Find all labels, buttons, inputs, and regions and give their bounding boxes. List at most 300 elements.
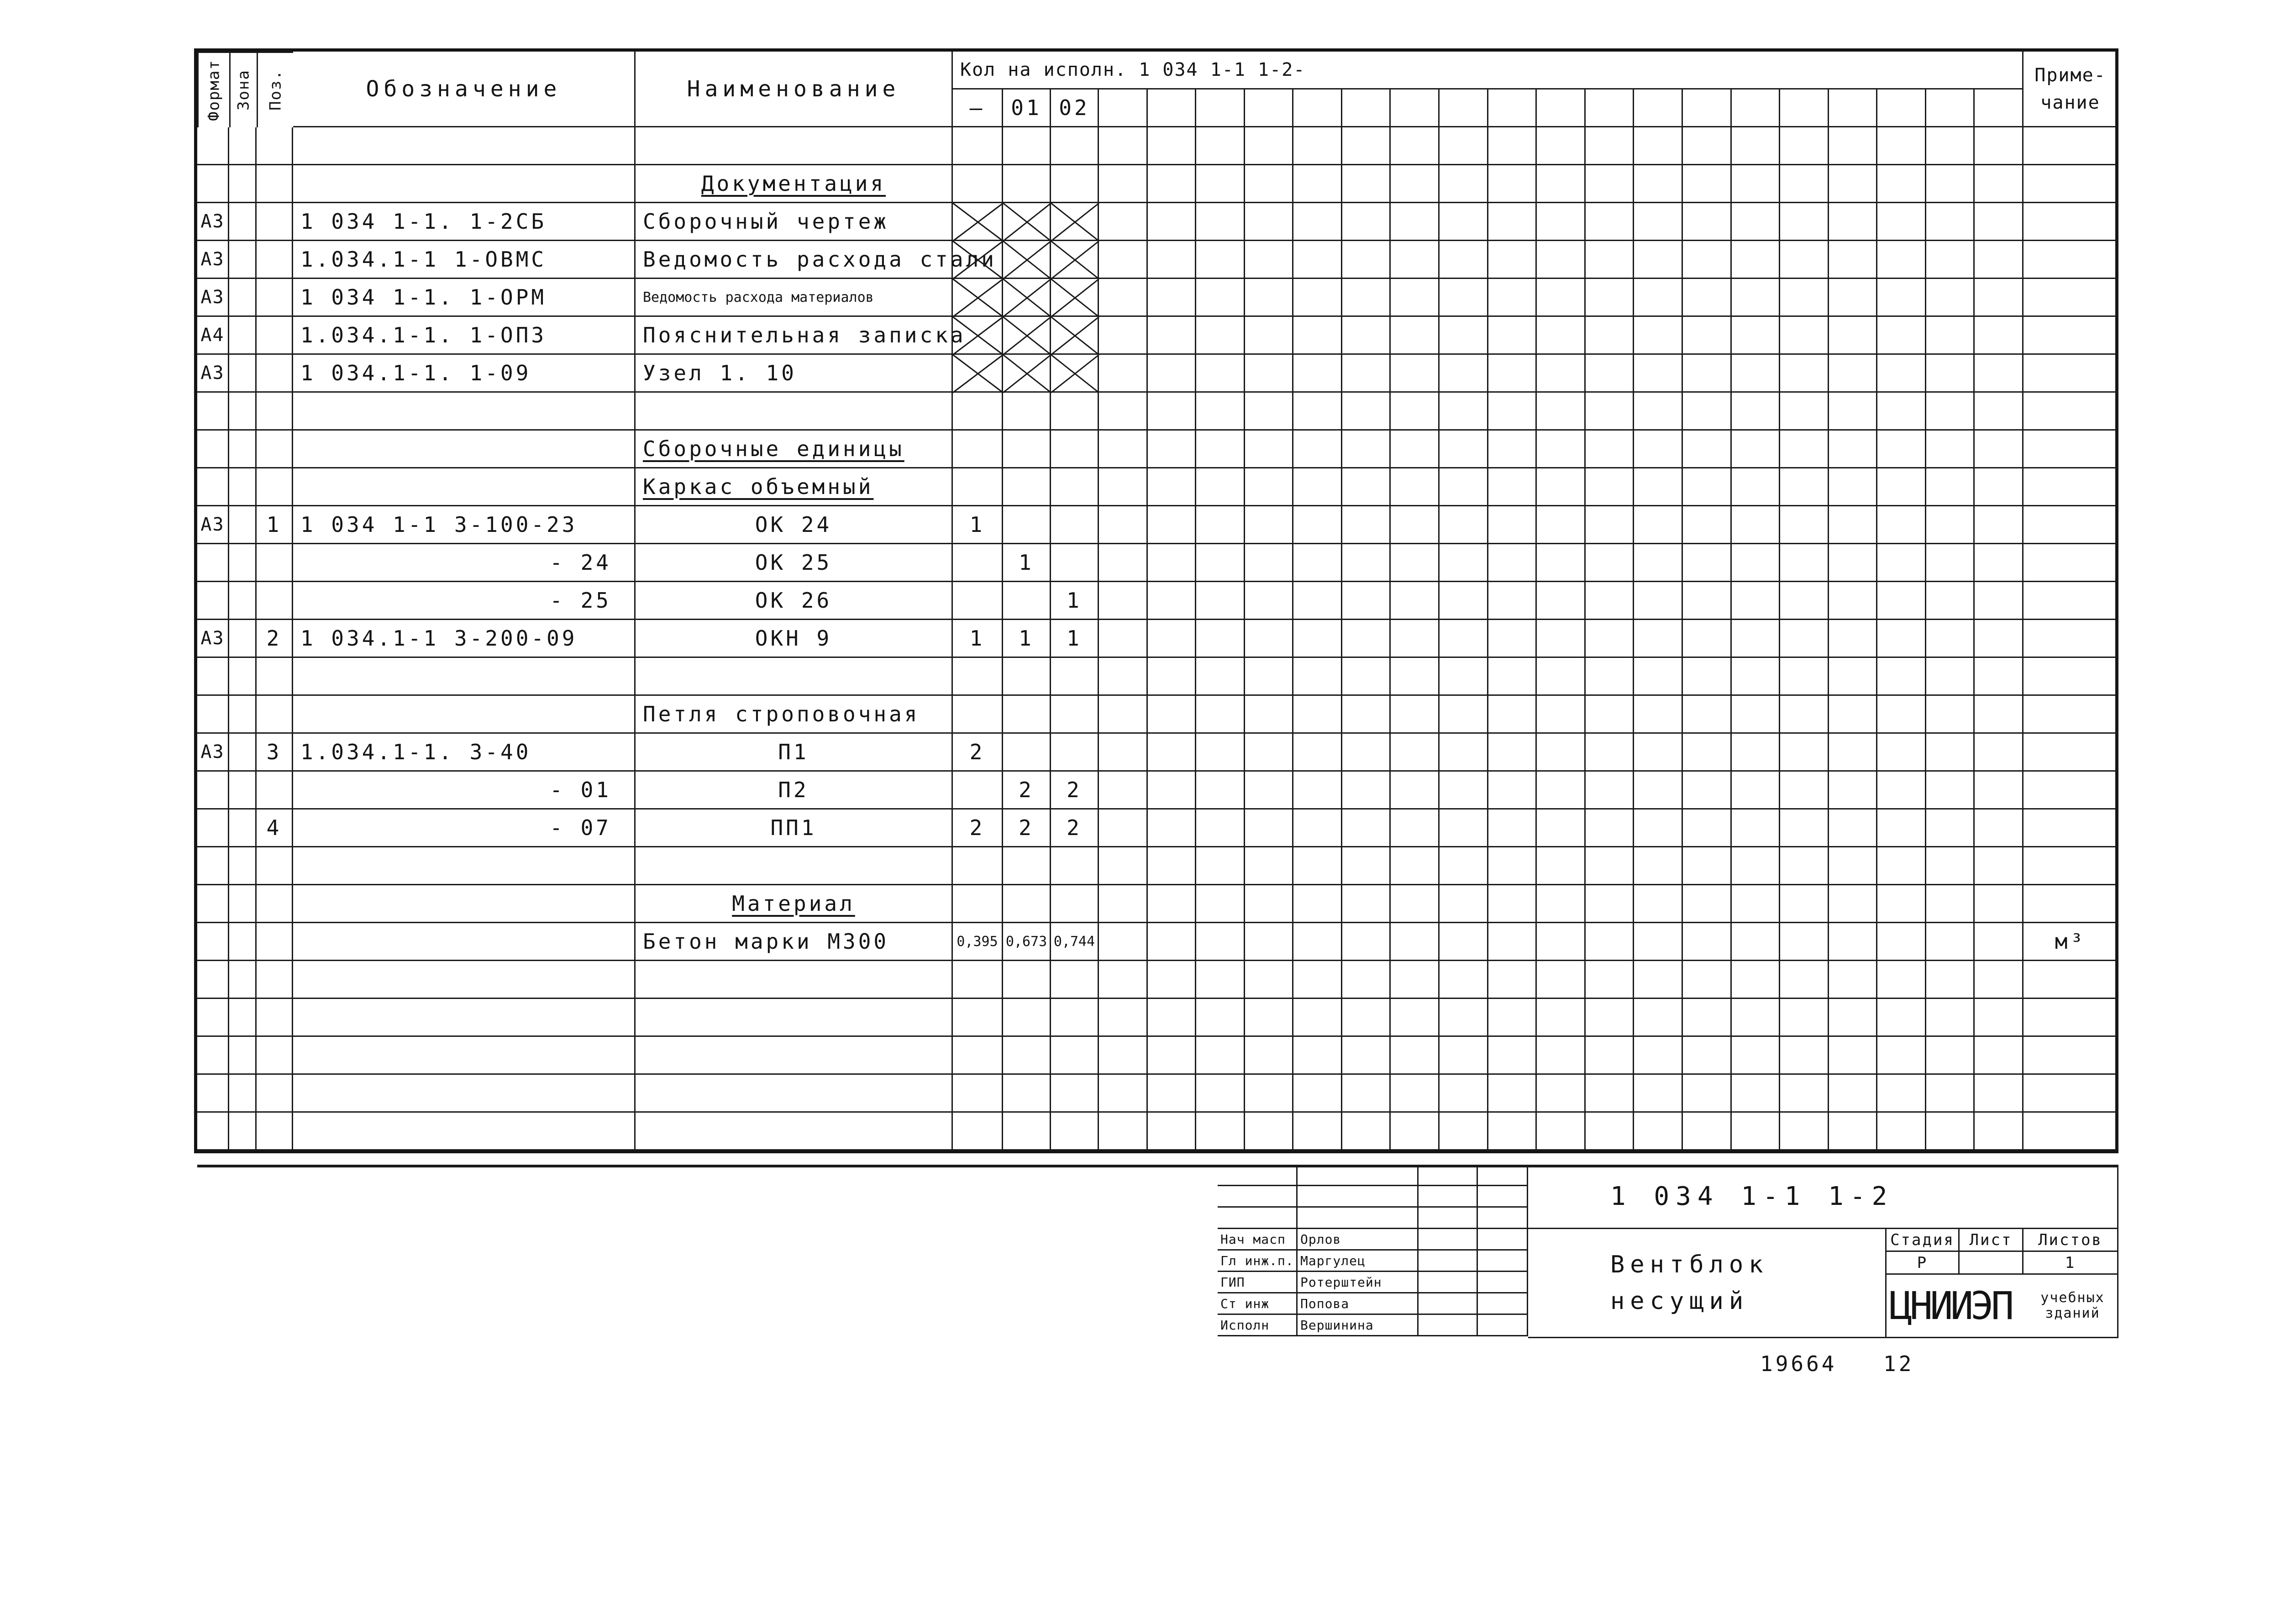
- row-grid-cell: [1829, 696, 1878, 734]
- row-name: Узел 1. 10: [636, 355, 953, 393]
- row-grid-cell: [1683, 279, 1732, 317]
- signature-sign: [1419, 1229, 1478, 1251]
- row-grid-cell: [1732, 317, 1781, 355]
- row-format: [197, 999, 229, 1037]
- row-grid-cell: [1488, 772, 1537, 809]
- drawing-code: 1 034 1-1 1-2: [1528, 1165, 2118, 1229]
- row-grid-cell: [1293, 847, 1342, 885]
- row-grid-cell: [1440, 317, 1488, 355]
- row-grid-cell: [1634, 317, 1683, 355]
- row-grid-cell: [1586, 658, 1635, 696]
- row-grid-cell: [1148, 203, 1197, 241]
- row-grid-cell: [1196, 696, 1245, 734]
- row-pos: [257, 468, 293, 506]
- row-qty-1: 2: [1003, 772, 1051, 809]
- signature-sign: [1419, 1251, 1478, 1272]
- row-grid-cell: [1099, 431, 1148, 468]
- row-grid-cell: [1877, 885, 1926, 923]
- row-qty-0: [953, 127, 1003, 165]
- row-note: [2023, 241, 2118, 279]
- row-grid-cell: [1391, 544, 1440, 582]
- row-grid-cell: [1877, 582, 1926, 620]
- row-grid-cell: [1342, 317, 1391, 355]
- header-grid-cell: [1537, 89, 1586, 127]
- signature-name: Маргулец: [1298, 1251, 1419, 1272]
- row-grid-cell: [1099, 658, 1148, 696]
- row-grid-cell: [1148, 847, 1197, 885]
- row-grid-cell: [1488, 923, 1537, 961]
- row-grid-cell: [1440, 241, 1488, 279]
- row-grid-cell: [1342, 582, 1391, 620]
- row-grid-cell: [1975, 165, 2023, 203]
- header-note: Приме- чание: [2023, 52, 2118, 127]
- row-grid-cell: [1537, 468, 1586, 506]
- row-grid-cell: [1342, 1075, 1391, 1113]
- row-designation: [293, 961, 636, 999]
- row-grid-cell: [1683, 506, 1732, 544]
- row-zone: [229, 544, 257, 582]
- row-grid-cell: [1293, 696, 1342, 734]
- row-grid-cell: [1634, 620, 1683, 658]
- row-grid-cell: [1683, 1037, 1732, 1075]
- row-grid-cell: [1537, 506, 1586, 544]
- row-grid-cell: [1391, 203, 1440, 241]
- row-pos: [257, 431, 293, 468]
- row-grid-cell: [1391, 165, 1440, 203]
- row-grid-cell: [1975, 506, 2023, 544]
- row-grid-cell: [1148, 544, 1197, 582]
- row-name: Каркас объемный: [636, 468, 953, 506]
- row-grid-cell: [1829, 961, 1878, 999]
- row-grid-cell: [1391, 772, 1440, 809]
- row-grid-cell: [1440, 544, 1488, 582]
- row-note: [2023, 885, 2118, 923]
- organization-subtitle: учебных зданий: [2028, 1275, 2118, 1338]
- row-grid-cell: [1440, 393, 1488, 431]
- row-grid-cell: [1975, 961, 2023, 999]
- row-grid-cell: [1926, 1037, 1975, 1075]
- signature-role: Нач масп: [1218, 1229, 1298, 1251]
- signature-sign: [1419, 1186, 1478, 1208]
- row-designation: [293, 165, 636, 203]
- row-grid-cell: [1780, 393, 1829, 431]
- row-grid-cell: [1196, 1113, 1245, 1151]
- row-qty-0: [953, 1075, 1003, 1113]
- row-designation: [293, 847, 636, 885]
- row-zone: [229, 999, 257, 1037]
- row-name: Материал: [636, 885, 953, 923]
- title-block-sheet_label: Лист: [1960, 1229, 2023, 1252]
- row-note: [2023, 468, 2118, 506]
- header-grid-cell: [1099, 89, 1148, 127]
- row-grid-cell: [1926, 355, 1975, 393]
- row-grid-cell: [1780, 127, 1829, 165]
- row-grid-cell: [1732, 203, 1781, 241]
- row-grid-cell: [1148, 165, 1197, 203]
- row-zone: [229, 355, 257, 393]
- row-grid-cell: [1877, 620, 1926, 658]
- header-grid-cell: [1975, 89, 2023, 127]
- row-name: ПП1: [636, 809, 953, 847]
- header-qty-title: Кол на исполн. 1 034 1-1 1-2-: [953, 52, 2023, 89]
- cross-mark: [1003, 317, 1051, 355]
- row-name: Сборочный чертеж: [636, 203, 953, 241]
- row-grid-cell: [1293, 809, 1342, 847]
- row-grid-cell: [1391, 1075, 1440, 1113]
- row-grid-cell: [1440, 468, 1488, 506]
- row-grid-cell: [1926, 734, 1975, 772]
- signature-name: [1298, 1186, 1419, 1208]
- row-grid-cell: [1586, 809, 1635, 847]
- row-name: [636, 847, 953, 885]
- row-grid-cell: [1099, 961, 1148, 999]
- row-note: м³: [2023, 923, 2118, 961]
- row-zone: [229, 582, 257, 620]
- row-qty-1: 1: [1003, 544, 1051, 582]
- title-block-stage: Р: [1887, 1252, 1960, 1275]
- row-grid-cell: [1926, 127, 1975, 165]
- row-grid-cell: [1683, 355, 1732, 393]
- row-grid-cell: [1732, 355, 1781, 393]
- row-grid-cell: [1099, 809, 1148, 847]
- row-grid-cell: [1148, 1037, 1197, 1075]
- row-grid-cell: [1148, 961, 1197, 999]
- row-grid-cell: [1634, 1037, 1683, 1075]
- row-grid-cell: [1586, 431, 1635, 468]
- row-grid-cell: [1877, 506, 1926, 544]
- row-grid-cell: [1196, 165, 1245, 203]
- row-grid-cell: [1780, 468, 1829, 506]
- row-designation: - 07: [293, 809, 636, 847]
- signature-name: Вершинина: [1298, 1315, 1419, 1336]
- row-grid-cell: [1099, 696, 1148, 734]
- row-grid-cell: [1488, 241, 1537, 279]
- row-note: [2023, 1075, 2118, 1113]
- row-grid-cell: [1293, 1113, 1342, 1151]
- signature-date: [1478, 1208, 1528, 1229]
- row-qty-0: 1: [953, 506, 1003, 544]
- row-grid-cell: [1196, 393, 1245, 431]
- header-designation: Обозначение: [293, 52, 636, 127]
- row-grid-cell: [1537, 847, 1586, 885]
- row-grid-cell: [1293, 544, 1342, 582]
- row-qty-0: [953, 772, 1003, 809]
- row-grid-cell: [1780, 923, 1829, 961]
- row-note: [2023, 355, 2118, 393]
- row-grid-cell: [1293, 582, 1342, 620]
- row-grid-cell: [1780, 961, 1829, 999]
- row-format: А3: [197, 203, 229, 241]
- row-qty-0: [953, 582, 1003, 620]
- row-designation: [293, 393, 636, 431]
- row-grid-cell: [1926, 847, 1975, 885]
- row-qty-1: [1003, 1037, 1051, 1075]
- row-grid-cell: [1877, 165, 1926, 203]
- row-pos: [257, 961, 293, 999]
- row-grid-cell: [1537, 885, 1586, 923]
- row-grid-cell: [1440, 923, 1488, 961]
- row-designation: 1.034.1-1. 1-ОПЗ: [293, 317, 636, 355]
- row-grid-cell: [1780, 696, 1829, 734]
- row-designation: [293, 1075, 636, 1113]
- row-pos: [257, 203, 293, 241]
- cross-mark: [953, 203, 1003, 241]
- row-grid-cell: [1440, 582, 1488, 620]
- row-zone: [229, 1037, 257, 1075]
- row-grid-cell: [1099, 582, 1148, 620]
- row-grid-cell: [1926, 279, 1975, 317]
- row-pos: 3: [257, 734, 293, 772]
- row-qty-2: 0,744: [1051, 923, 1099, 961]
- row-designation: [293, 658, 636, 696]
- row-grid-cell: [1732, 127, 1781, 165]
- row-grid-cell: [1975, 772, 2023, 809]
- row-grid-cell: [1099, 620, 1148, 658]
- row-format: [197, 658, 229, 696]
- row-grid-cell: [1537, 544, 1586, 582]
- row-grid-cell: [1148, 923, 1197, 961]
- row-zone: [229, 961, 257, 999]
- signature-sign: [1419, 1315, 1478, 1336]
- row-grid-cell: [1245, 279, 1294, 317]
- row-grid-cell: [1780, 847, 1829, 885]
- row-note: [2023, 506, 2118, 544]
- row-grid-cell: [1683, 393, 1732, 431]
- row-grid-cell: [1245, 317, 1294, 355]
- row-qty-2: [1051, 734, 1099, 772]
- row-qty-2: [1051, 885, 1099, 923]
- row-qty-1: 1: [1003, 620, 1051, 658]
- row-grid-cell: [1586, 127, 1635, 165]
- header-variant-1: 01: [1003, 89, 1051, 127]
- row-name: П1: [636, 734, 953, 772]
- cross-mark: [1003, 355, 1051, 393]
- row-pos: [257, 317, 293, 355]
- row-grid-cell: [1975, 999, 2023, 1037]
- row-grid-cell: [1099, 923, 1148, 961]
- cross-mark: [1003, 241, 1051, 279]
- row-grid-cell: [1488, 165, 1537, 203]
- row-designation: [293, 431, 636, 468]
- row-grid-cell: [1829, 582, 1878, 620]
- row-qty-1: [1003, 431, 1051, 468]
- row-grid-cell: [1634, 393, 1683, 431]
- row-grid-cell: [1829, 431, 1878, 468]
- row-grid-cell: [1634, 696, 1683, 734]
- title-block-sheets_label: Листов: [2023, 1229, 2118, 1252]
- row-grid-cell: [1683, 1113, 1732, 1151]
- row-note: [2023, 847, 2118, 885]
- header-grid-cell: [1780, 89, 1829, 127]
- row-qty-0: 1: [953, 620, 1003, 658]
- row-note: [2023, 317, 2118, 355]
- row-note: [2023, 544, 2118, 582]
- row-grid-cell: [1732, 658, 1781, 696]
- row-grid-cell: [1586, 1037, 1635, 1075]
- row-zone: [229, 127, 257, 165]
- row-grid-cell: [1877, 431, 1926, 468]
- row-grid-cell: [1488, 127, 1537, 165]
- row-designation: 1 034.1-1. 1-09: [293, 355, 636, 393]
- row-qty-0: [953, 999, 1003, 1037]
- row-grid-cell: [1586, 1075, 1635, 1113]
- row-name: ОК 25: [636, 544, 953, 582]
- row-designation: [293, 468, 636, 506]
- row-grid-cell: [1829, 241, 1878, 279]
- signature-sign: [1419, 1293, 1478, 1315]
- header-name: Наименование: [636, 52, 953, 127]
- row-grid-cell: [1829, 317, 1878, 355]
- signature-role: Гл инж.п.: [1218, 1251, 1298, 1272]
- row-grid-cell: [1829, 544, 1878, 582]
- row-note: [2023, 279, 2118, 317]
- row-grid-cell: [1488, 961, 1537, 999]
- row-pos: [257, 847, 293, 885]
- row-zone: [229, 1075, 257, 1113]
- row-grid-cell: [1537, 355, 1586, 393]
- row-format: [197, 885, 229, 923]
- row-grid-cell: [1293, 885, 1342, 923]
- row-qty-1: [1003, 961, 1051, 999]
- row-grid-cell: [1975, 544, 2023, 582]
- row-grid-cell: [1148, 506, 1197, 544]
- row-grid-cell: [1537, 999, 1586, 1037]
- row-qty-0: [953, 961, 1003, 999]
- row-grid-cell: [1877, 923, 1926, 961]
- row-grid-cell: [1245, 923, 1294, 961]
- row-grid-cell: [1245, 847, 1294, 885]
- row-grid-cell: [1440, 127, 1488, 165]
- row-zone: [229, 279, 257, 317]
- row-grid-cell: [1829, 809, 1878, 847]
- row-grid-cell: [1683, 658, 1732, 696]
- row-format: [197, 544, 229, 582]
- cross-mark: [1051, 203, 1099, 241]
- row-grid-cell: [1829, 885, 1878, 923]
- row-zone: [229, 658, 257, 696]
- row-grid-cell: [1440, 696, 1488, 734]
- row-qty-2: [1051, 127, 1099, 165]
- row-grid-cell: [1926, 582, 1975, 620]
- row-grid-cell: [1342, 127, 1391, 165]
- row-grid-cell: [1877, 734, 1926, 772]
- row-grid-cell: [1683, 165, 1732, 203]
- row-grid-cell: [1099, 317, 1148, 355]
- row-grid-cell: [1099, 734, 1148, 772]
- row-qty-2: [1051, 506, 1099, 544]
- row-grid-cell: [1926, 317, 1975, 355]
- row-name: [636, 999, 953, 1037]
- row-designation: [293, 696, 636, 734]
- row-grid-cell: [1586, 393, 1635, 431]
- row-grid-cell: [1926, 203, 1975, 241]
- row-grid-cell: [1829, 1075, 1878, 1113]
- row-grid-cell: [1148, 582, 1197, 620]
- row-grid-cell: [1780, 582, 1829, 620]
- row-grid-cell: [1829, 1113, 1878, 1151]
- row-qty-1: [1003, 582, 1051, 620]
- row-grid-cell: [1780, 885, 1829, 923]
- row-grid-cell: [1634, 1075, 1683, 1113]
- row-grid-cell: [1196, 1075, 1245, 1113]
- row-grid-cell: [1586, 885, 1635, 923]
- row-grid-cell: [1245, 1075, 1294, 1113]
- row-grid-cell: [1245, 393, 1294, 431]
- row-grid-cell: [1342, 1037, 1391, 1075]
- row-grid-cell: [1780, 1113, 1829, 1151]
- row-grid-cell: [1926, 393, 1975, 431]
- row-grid-cell: [1342, 1113, 1391, 1151]
- header-grid-cell: [1342, 89, 1391, 127]
- row-grid-cell: [1196, 809, 1245, 847]
- row-grid-cell: [1780, 1075, 1829, 1113]
- row-grid-cell: [1829, 355, 1878, 393]
- row-qty-0: 2: [953, 734, 1003, 772]
- row-grid-cell: [1440, 1113, 1488, 1151]
- row-grid-cell: [1926, 1113, 1975, 1151]
- row-grid-cell: [1440, 431, 1488, 468]
- row-grid-cell: [1245, 355, 1294, 393]
- row-pos: [257, 582, 293, 620]
- row-zone: [229, 772, 257, 809]
- row-grid-cell: [1537, 696, 1586, 734]
- row-grid-cell: [1342, 772, 1391, 809]
- row-grid-cell: [1732, 734, 1781, 772]
- row-grid-cell: [1975, 393, 2023, 431]
- row-grid-cell: [1099, 241, 1148, 279]
- row-qty-1: [1003, 999, 1051, 1037]
- row-grid-cell: [1780, 544, 1829, 582]
- row-grid-cell: [1196, 279, 1245, 317]
- row-grid-cell: [1293, 620, 1342, 658]
- row-grid-cell: [1634, 847, 1683, 885]
- row-grid-cell: [1877, 203, 1926, 241]
- row-grid-cell: [1683, 203, 1732, 241]
- cross-mark: [1051, 241, 1099, 279]
- row-note: [2023, 431, 2118, 468]
- row-grid-cell: [1391, 620, 1440, 658]
- row-grid-cell: [1196, 431, 1245, 468]
- row-grid-cell: [1683, 999, 1732, 1037]
- row-grid-cell: [1537, 431, 1586, 468]
- row-grid-cell: [1245, 582, 1294, 620]
- row-grid-cell: [1634, 658, 1683, 696]
- row-grid-cell: [1391, 431, 1440, 468]
- signature-date: [1478, 1251, 1528, 1272]
- row-grid-cell: [1732, 809, 1781, 847]
- row-grid-cell: [1829, 999, 1878, 1037]
- row-grid-cell: [1342, 203, 1391, 241]
- row-grid-cell: [1634, 809, 1683, 847]
- row-grid-cell: [1342, 961, 1391, 999]
- row-grid-cell: [1293, 734, 1342, 772]
- organization-name: ЦНИИЭП: [1887, 1275, 2028, 1338]
- row-qty-1: [1003, 734, 1051, 772]
- row-name: Сборочные единицы: [636, 431, 953, 468]
- signature-date: [1478, 1186, 1528, 1208]
- row-grid-cell: [1829, 620, 1878, 658]
- row-qty-2: [1051, 1075, 1099, 1113]
- row-grid-cell: [1099, 772, 1148, 809]
- row-grid-cell: [1975, 582, 2023, 620]
- row-format: [197, 431, 229, 468]
- row-qty-2: [1051, 544, 1099, 582]
- row-grid-cell: [1634, 772, 1683, 809]
- row-note: [2023, 809, 2118, 847]
- row-grid-cell: [1148, 772, 1197, 809]
- row-grid-cell: [1245, 620, 1294, 658]
- row-grid-cell: [1732, 847, 1781, 885]
